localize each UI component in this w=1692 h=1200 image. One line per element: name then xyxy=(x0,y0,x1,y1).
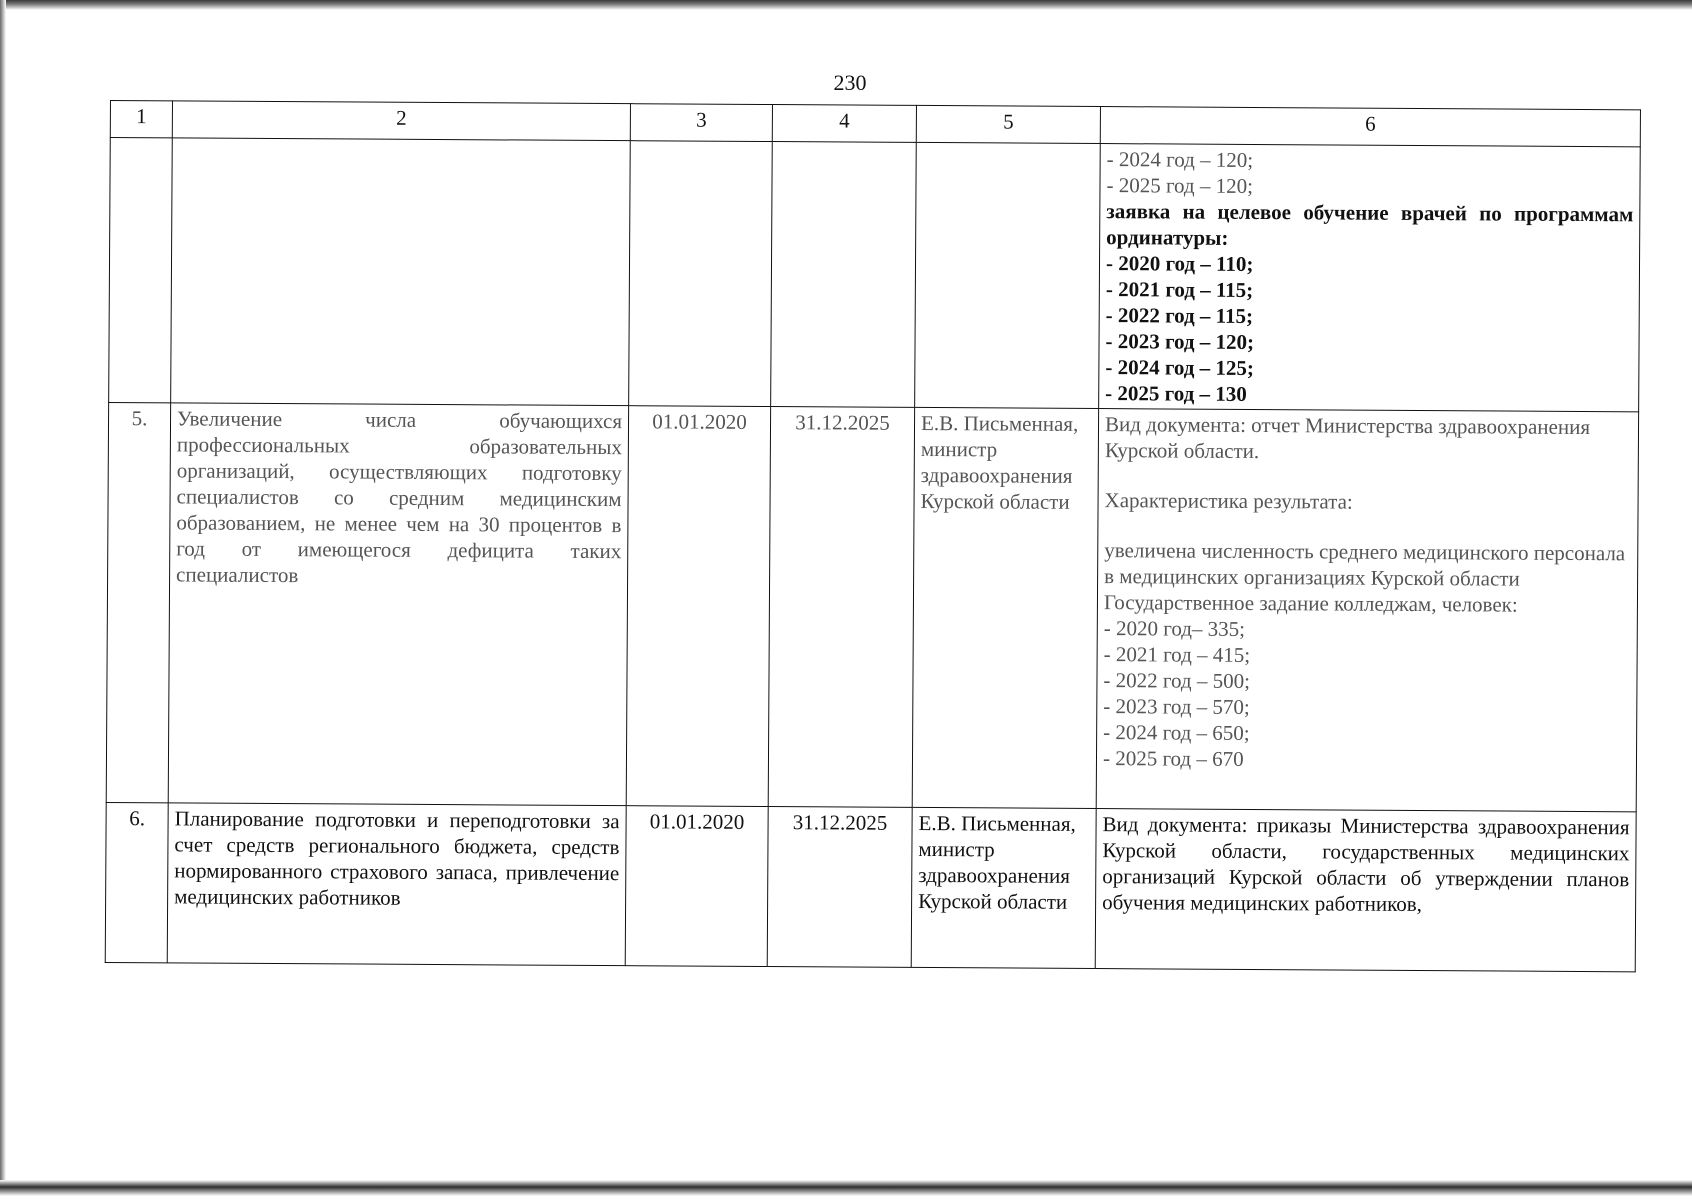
responsible-person: Е.В. Письменная, министр здравоохранения Курской области xyxy=(912,407,1098,808)
continuation-line: - 2024 год – 120; xyxy=(1106,147,1254,172)
result-doc-type: Вид документа: отчет Министерства здравоохранения Курской области. xyxy=(1104,412,1591,464)
result-characteristic-label: Характеристика результата: xyxy=(1104,488,1353,514)
result-doc-type: Вид документа: приказы Министерства здравоохранения Курской области, государственных медицинских организаций Курской области об утверждении планов обучения медицинских работников, xyxy=(1102,812,1630,917)
row-number: 6. xyxy=(105,802,168,962)
result-year-line: - 2025 год – 670 xyxy=(1102,746,1244,771)
header-cell-3: 3 xyxy=(630,104,772,142)
row-number: 5. xyxy=(106,402,170,802)
end-date: 31.12.2025 xyxy=(768,407,914,808)
start-date: 01.01.2020 xyxy=(626,406,770,807)
end-date: 31.12.2025 xyxy=(767,807,912,968)
continuation-bold-line: - 2025 год – 130 xyxy=(1105,381,1247,406)
continuation-bold-line: - 2020 год – 110; xyxy=(1105,251,1254,276)
result-cell xyxy=(1095,809,1636,972)
scan-top-edge xyxy=(0,0,1692,10)
header-cell-6: 6 xyxy=(1100,107,1640,147)
result-task: Государственное задание колледжам, человек: xyxy=(1103,590,1518,617)
result-characteristic-text: увеличена численность среднего медицинского персонала в медицинских организациях Курской области xyxy=(1104,538,1626,591)
document-table-wrapper xyxy=(105,100,1640,972)
result-cell xyxy=(1096,409,1638,812)
result-year-line: - 2020 год– 335; xyxy=(1103,616,1246,641)
continuation-row xyxy=(109,138,1641,412)
result-year-line: - 2021 год – 415; xyxy=(1103,642,1251,667)
result-year-line: - 2022 год – 500; xyxy=(1103,668,1251,693)
measure-text: Планирование подготовки и переподготовки за счет средств регионального бюджета, средств нормированного страхового запаса, привлечение медицинских работников xyxy=(167,803,626,966)
scan-bottom-edge xyxy=(0,1180,1692,1200)
continuation-bold-line: - 2023 год – 120; xyxy=(1105,329,1255,354)
continuation-bold-line: - 2022 год – 115; xyxy=(1105,303,1254,328)
start-date: 01.01.2020 xyxy=(625,806,768,967)
header-cell-1: 1 xyxy=(110,101,172,138)
result-year-line: - 2024 год – 650; xyxy=(1103,720,1250,745)
header-cell-5: 5 xyxy=(916,105,1100,143)
measure-text: Увеличение числа обучающихся профессиональных образовательных организаций, осуществляющих подготовку специалистов со средним медицинским образованием, не менее чем на 30 процентов в год от имеющегося дефицита таких специалистов xyxy=(168,403,628,806)
table-row-6 xyxy=(105,802,1636,971)
continuation-heading: заявка на целевое обучение врачей по программам ординатуры: xyxy=(1106,199,1634,250)
header-cell-4: 4 xyxy=(772,105,916,143)
page-number: 230 xyxy=(833,70,867,95)
responsible-person: Е.В. Письменная, министр здравоохранения Курской области xyxy=(911,807,1096,968)
plan-table xyxy=(105,100,1641,972)
continuation-bold-line: - 2024 год – 125; xyxy=(1105,355,1254,380)
scan-left-edge xyxy=(0,0,6,1200)
continuation-result-cell xyxy=(1099,144,1641,412)
result-year-line: - 2023 год – 570; xyxy=(1103,694,1250,719)
continuation-bold-line: - 2021 год – 115; xyxy=(1105,277,1254,302)
table-row-5 xyxy=(106,402,1638,811)
header-cell-2: 2 xyxy=(172,101,630,141)
continuation-line: - 2025 год – 120; xyxy=(1106,173,1254,198)
